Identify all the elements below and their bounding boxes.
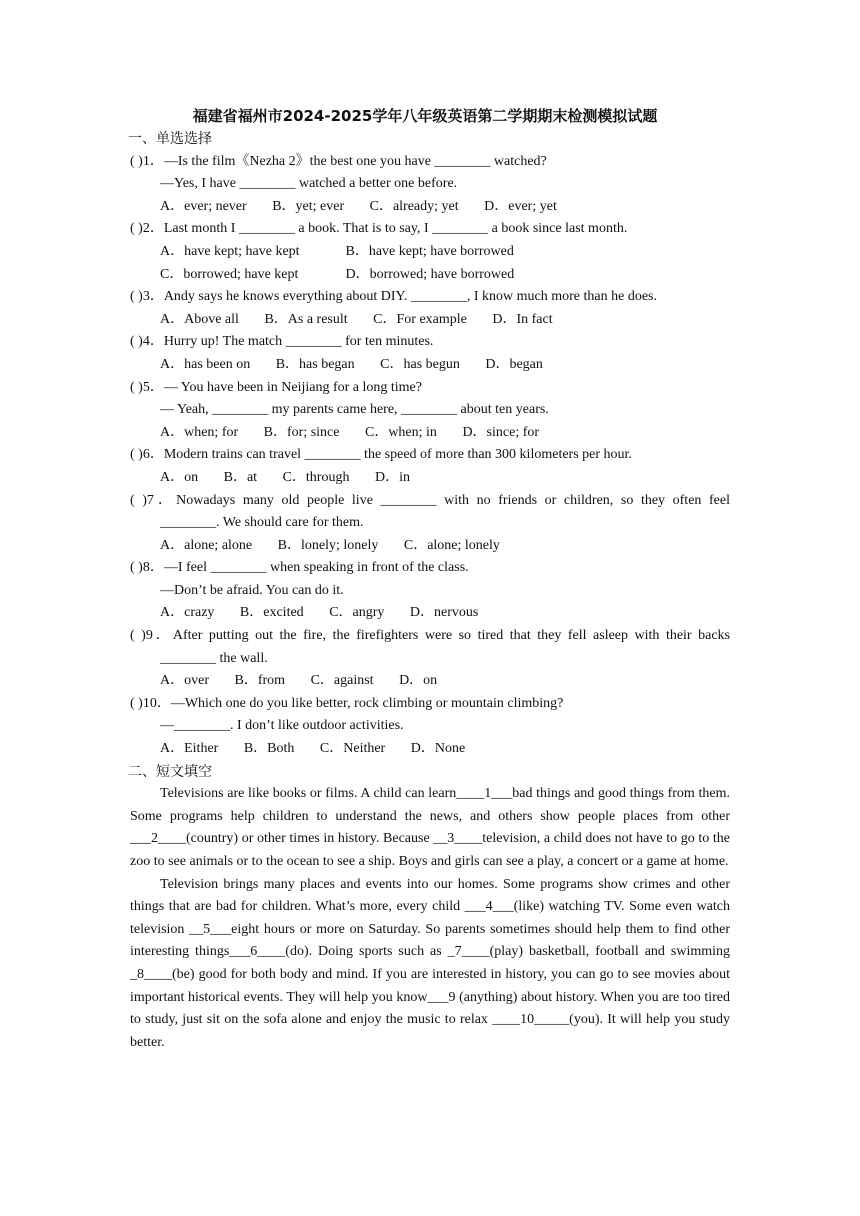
option: B．for; since <box>263 424 340 440</box>
option: D．began <box>485 356 543 372</box>
question-2-options-row1 <box>130 241 730 264</box>
page-title: 福建省福州市2024-2025学年八年级英语第二学期期末检测模拟试题 <box>192 107 658 125</box>
option: D．borrowed; have borrowed <box>345 266 515 282</box>
option: D．in <box>374 469 410 485</box>
option: A．when; for <box>160 424 239 440</box>
question-10-stem2: —________. I don’t like outdoor activities. <box>160 718 404 734</box>
option: B．from <box>234 673 286 689</box>
question-9-stem: ( )9．After putting out the fire, the firefighters were so tired that they fell asleep with their backs <box>130 628 730 644</box>
option: C．Neither <box>319 741 386 757</box>
option: D．nervous <box>409 605 479 621</box>
option: A．crazy <box>160 605 215 621</box>
question-5-stem: ( )5．— You have been in Neijiang for a long time? <box>130 379 422 395</box>
section-heading-2: 二、短文填空 <box>128 763 212 780</box>
question-4-stem: ( )4．Hurry up! The match ________ for ten minutes. <box>130 334 434 350</box>
option: B．Both <box>243 741 295 757</box>
option: C．against <box>310 673 374 689</box>
option: D．on <box>399 673 438 689</box>
option: B．at <box>223 469 258 485</box>
option: D．since; for <box>462 424 540 440</box>
question-6-options <box>130 467 730 490</box>
option: D．ever; yet <box>484 198 557 214</box>
passage-paragraph-2: Television brings many places and events into our homes. Some programs show crimes and other things that are bad for children. What’s more, every child ___4___(like) watching TV. Some even watch television __5___eight hours or more on Saturday. So parents sometimes should help them to find other interesting things___6____(do). Doing sports such as _7____(play) basketball, football and swimming _8____(be) good for both body and mind. If you are interested in history, you can go to see movies about important historical events. They will help you know___9 (anything) about history. When you are too tired to study, just sit on the sofa alone and enjoy the music to relax ____10_____(you). It will help you study better. <box>130 876 730 1050</box>
option: C．has begun <box>380 356 460 372</box>
question-1-options <box>130 196 730 219</box>
cloze-passage <box>130 783 730 1054</box>
option: A．Above all <box>160 311 239 327</box>
option: C．when; in <box>364 424 437 440</box>
option: C．alone; lonely <box>403 537 500 553</box>
question-10-stem: ( )10．—Which one do you like better, rock climbing or mountain climbing? <box>130 695 564 711</box>
question-10-options <box>130 738 730 761</box>
option: B．have kept; have borrowed <box>345 243 514 259</box>
question-7-stem2: ________. We should care for them. <box>160 515 364 531</box>
exam-page <box>130 104 730 1054</box>
option: A．ever; never <box>160 198 247 214</box>
question-3-options <box>130 309 730 332</box>
question-4-options <box>130 354 730 377</box>
option: B．has began <box>275 356 355 372</box>
option: C．For example <box>373 311 467 327</box>
question-8-stem: ( )8．—I feel ________ when speaking in front of the class. <box>130 560 469 576</box>
option: C．already; yet <box>369 198 459 214</box>
option: C．borrowed; have kept <box>160 266 299 282</box>
question-1-stem: ( )1．—Is the film《Nezha 2》the best one you have ________ watched? <box>130 153 547 169</box>
question-2-options-row2 <box>130 264 730 287</box>
option: A．have kept; have kept <box>160 243 300 259</box>
option: A．has been on <box>160 356 251 372</box>
option: C．through <box>282 469 350 485</box>
option: D．None <box>410 741 466 757</box>
question-7-stem: ( )7．Nowadays many old people live ________ with no friends or children, so they often feel <box>130 492 730 508</box>
question-7-options <box>130 535 730 558</box>
question-1-stem2: —Yes, I have ________ watched a better one before. <box>160 176 458 192</box>
question-5-stem2: — Yeah, ________ my parents came here, ________ about ten years. <box>160 402 549 418</box>
option: A．over <box>160 673 209 689</box>
option: A．on <box>160 469 199 485</box>
question-9-options <box>130 670 730 693</box>
question-5-options <box>130 422 730 445</box>
question-3-stem: ( )3．Andy says he knows everything about DIY. ________, I know much more than he does. <box>130 289 657 305</box>
passage-paragraph-1: Televisions are like books or films. A child can learn____1___bad things and good things from them. Some programs help children to understand the news, and others show people places from other ___2____(country) or other times in history. Because __3____television, a child does not have to go to the zoo to see animals or to the ocean to see a ship. Boys and girls can see a play, a concert or a game at home. <box>130 786 730 869</box>
question-8-options <box>130 602 730 625</box>
option: A．Either <box>160 741 219 757</box>
option: B．lonely; lonely <box>277 537 379 553</box>
question-9-stem2: ________ the wall. <box>160 650 268 666</box>
option: A．alone; alone <box>160 537 253 553</box>
question-2-stem: ( )2．Last month I ________ a book. That is to say, I ________ a book since last month. <box>130 221 628 237</box>
question-8-stem2: —Don’t be afraid. You can do it. <box>160 582 344 598</box>
section-heading-1: 一、单选选择 <box>128 131 212 147</box>
option: D．In fact <box>492 311 553 327</box>
option: B．yet; ever <box>272 198 345 214</box>
question-6-stem: ( )6．Modern trains can travel ________ the speed of more than 300 kilometers per hour. <box>130 447 632 463</box>
option: C．angry <box>329 605 385 621</box>
option: B．excited <box>239 605 304 621</box>
option: B．As a result <box>264 311 348 327</box>
